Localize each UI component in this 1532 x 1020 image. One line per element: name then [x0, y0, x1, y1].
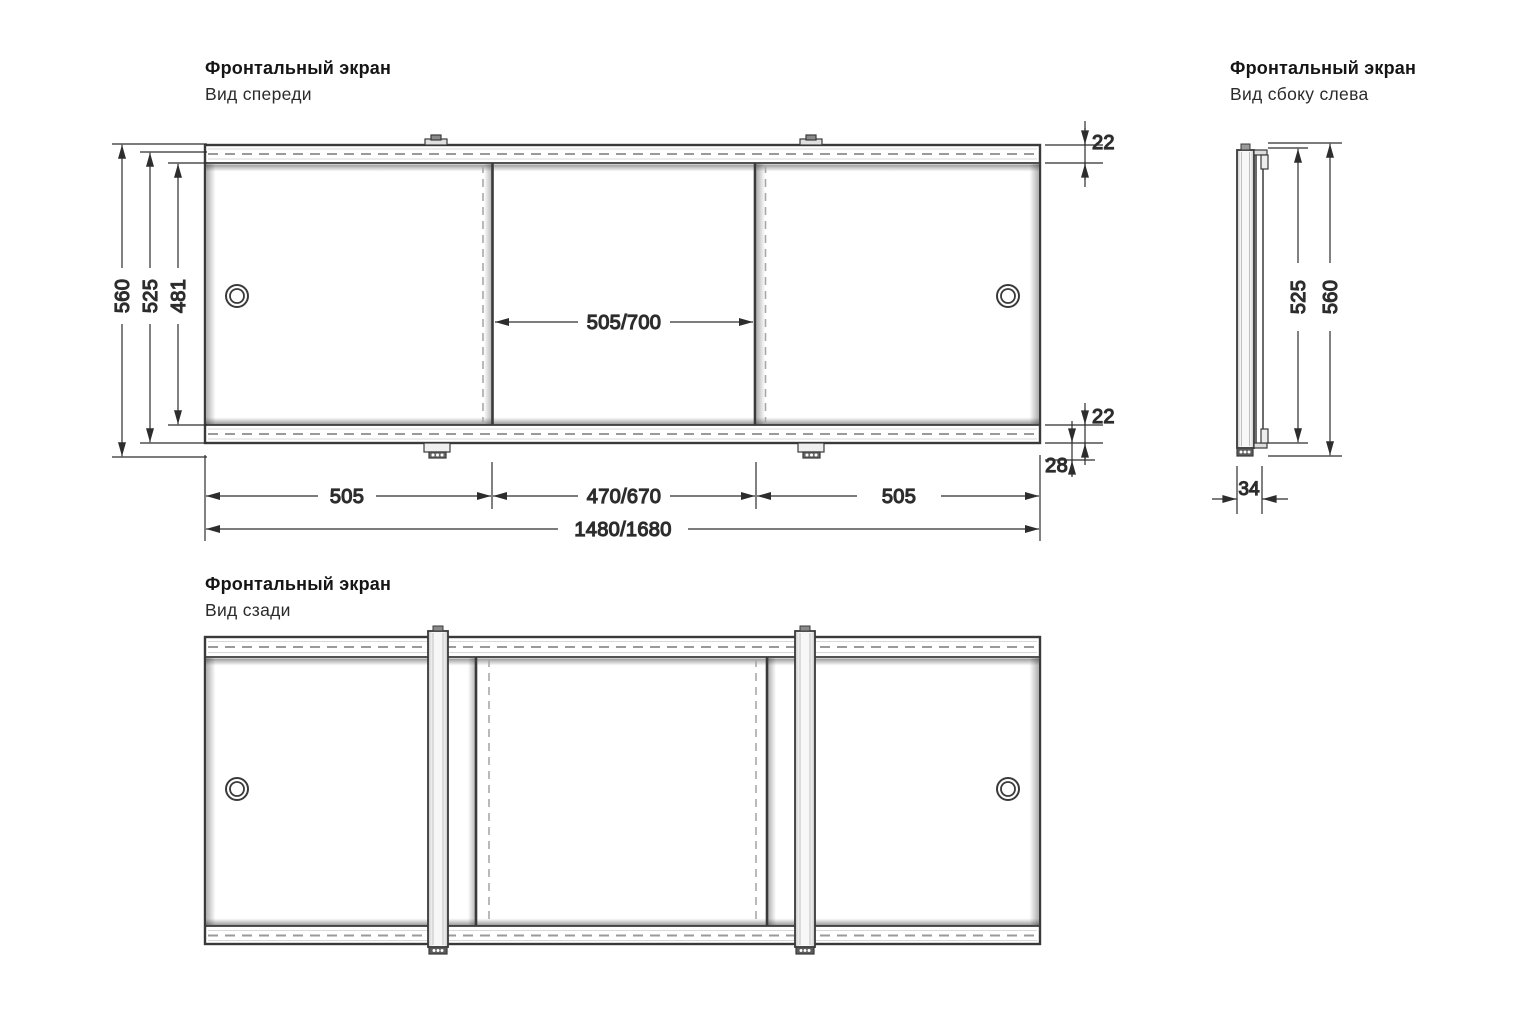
rear-view-drawing	[205, 626, 1040, 954]
side-profile-top-cap	[1241, 144, 1250, 150]
dim-side-frame-height: 525	[1288, 279, 1310, 315]
rear-outer-frame	[205, 637, 1040, 944]
rear-post-left	[428, 626, 448, 954]
front-outer-frame	[205, 145, 1040, 443]
side-panel-profile	[1254, 150, 1268, 448]
rear-view-title: Фронтальный экран	[205, 574, 392, 594]
dim-front-center-opening: 505/700	[586, 312, 662, 334]
front-foot-left	[424, 443, 450, 458]
front-view-drawing	[205, 135, 1040, 458]
dim-front-frame-height: 525	[140, 278, 162, 314]
dim-front-total-width: 1480/1680	[574, 519, 672, 541]
side-view-dimensions	[1212, 143, 1342, 514]
dim-front-foot-height: 28	[1045, 455, 1068, 477]
front-foot-right	[798, 443, 824, 458]
dim-front-panel-height: 481	[168, 278, 190, 314]
front-top-bracket-right	[800, 135, 822, 145]
rear-view-subtitle: Вид сзади	[205, 600, 291, 620]
dim-front-total-height: 560	[112, 278, 134, 314]
side-view-subtitle: Вид сбоку слева	[1230, 84, 1369, 104]
front-view-title: Фронтальный экран	[205, 58, 392, 78]
dim-side-total-height: 560	[1320, 279, 1342, 315]
dim-front-right-panel: 505	[881, 486, 917, 508]
dim-front-bottom-rail: 22	[1092, 406, 1115, 428]
side-view-drawing	[1237, 144, 1268, 456]
dim-front-left-panel: 505	[329, 486, 365, 508]
side-profile-body	[1237, 150, 1254, 448]
front-top-bracket-left	[425, 135, 447, 145]
side-foot	[1237, 448, 1253, 456]
side-view-title: Фронтальный экран	[1230, 58, 1417, 78]
dim-side-depth: 34	[1238, 479, 1260, 500]
front-view-subtitle: Вид спереди	[205, 84, 312, 104]
dim-front-top-rail: 22	[1092, 132, 1115, 154]
dim-front-center-panel: 470/670	[586, 486, 662, 508]
rear-post-right	[795, 626, 815, 954]
